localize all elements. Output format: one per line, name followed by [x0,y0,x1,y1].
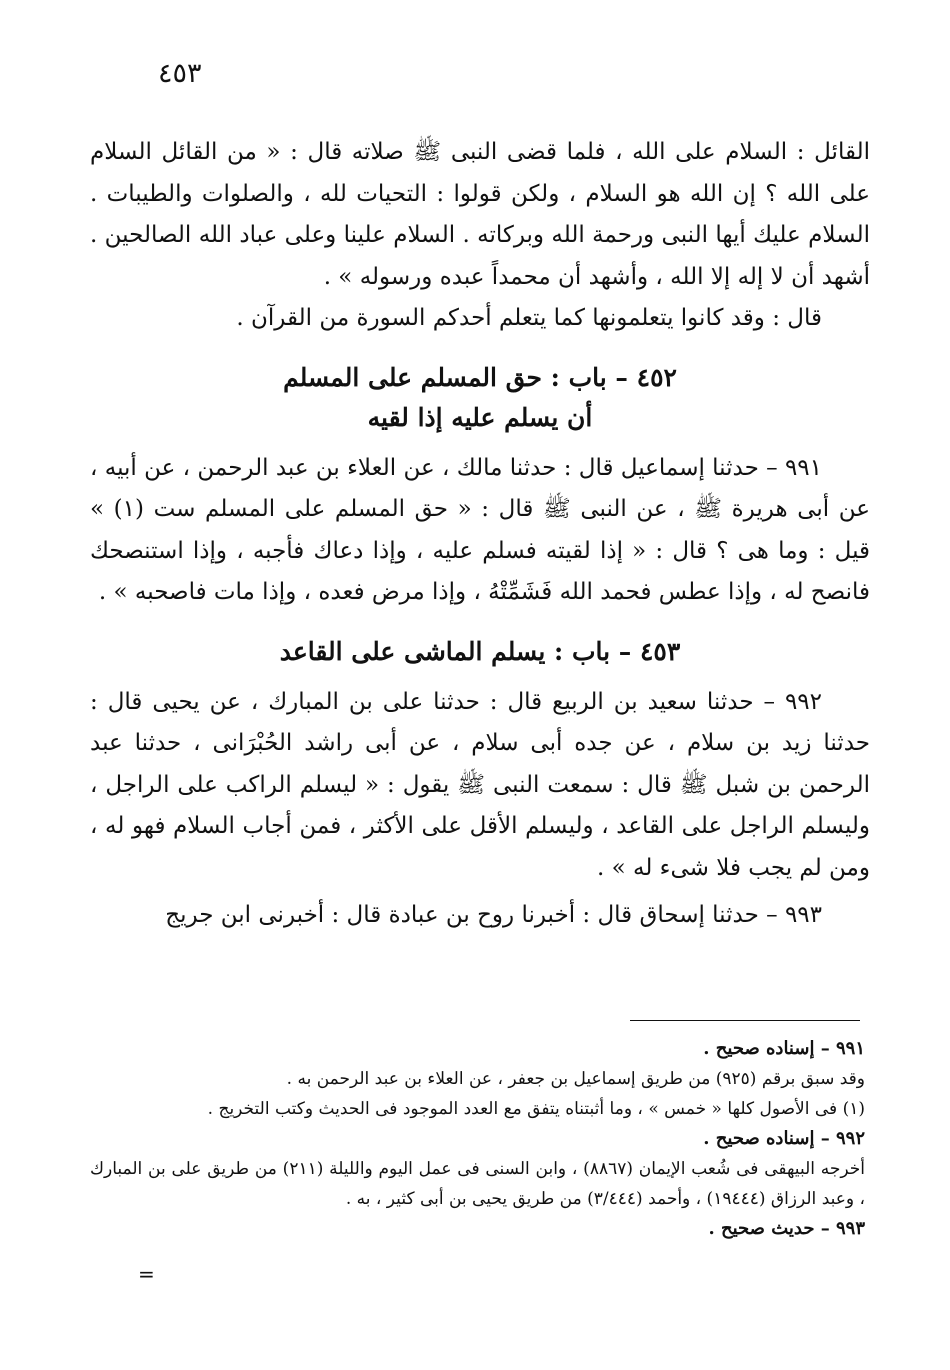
intro-closing-paragraph: قال : وقد كانوا يتعلمونها كما يتعلم أحدكم السورة من القرآن . [236,305,822,331]
footnote-992-text: أخرجه البيهقى فى شُعب الإيمان (٨٨٦٧) ، وابن السنى فى عمل اليوم والليلة (٢١١) من طريق على بن المبارك ، وعبد الرزاق (١٩٤٤٤) ، وأحمد (٣/٤٤٤) من طريق يحيى بن أبى كثير ، به . [90,1159,865,1209]
hadith-992: ٩٩٢ – حدثنا سعيد بن الربيع قال : حدثنا على بن المبارك ، عن يحيى قال : حدثنا زيد بن سلام ، عن جده أبى سلام ، عن أبى راشد الحُبْرَانى ، حدثنا عبد الرحمن بن شبل ﷺ قال : سمعت النبى ﷺ يقول : « ليسلم الراكب على الراجل ، وليسلم الراجل على القاعد ، وليسلم الأقل على الأكثر ، فمن أجاب السلام فهو له ، ومن لم يجب فلا شىء له » . [90,688,870,881]
footnote-992-title: ٩٩٢ – إسناده صحيح . [703,1128,865,1149]
hadith-991: ٩٩١ – حدثنا إسماعيل قال : حدثنا مالك ، عن العلاء بن عبد الرحمن ، عن أبيه ، عن أبى هريرة ﷺ ، عن النبى ﷺ قال : « حق المسلم على المسلم ست (١) » قيل : وما هى ؟ قال : « إذا لقيته فسلم عليه ، وإذا دعاك فأجبه ، وإذا استنصحك فانصح له ، وإذا عطس فحمد الله فَشَمِّتْهُ ، وإذا مرض فعده ، وإذا مات فاصحبه » . [90,454,870,605]
footnote-991-title: ٩٩١ – إسناده صحيح . [703,1038,865,1059]
chapter-heading-452 [90,358,870,438]
footnote-separator [630,1020,860,1021]
chapter-heading-452-title: ٤٥٢ – باب : حق المسلم على المسلم [283,362,677,392]
chapter-heading-453 [90,632,870,672]
chapter-heading-453-title: ٤٥٣ – باب : يسلم الماشى على القاعد [279,636,681,666]
main-text [90,132,870,937]
footnote-991-note: (١) فى الأصول كلها « خمس » ، وما أثبتناه يتفق مع العدد الموجود فى الحديث وكتب التخريج . [207,1099,865,1119]
footnotes [90,1034,865,1244]
intro-paragraph: القائل : السلام على الله ، فلما قضى النبى ﷺ صلاته قال : « من القائل السلام على الله ؟ إن الله هو السلام ، ولكن قولوا : التحيات لله ، والصلوات والطيبات . السلام عليك أيها النبى ورحمة الله وبركاته . السلام علينا وعلى عباد الله الصالحين . أشهد أن لا إله إلا الله ، وأشهد أن محمداً عبده ورسوله » . [90,139,870,290]
continuation-mark: = [138,1262,155,1286]
footnote-993-title: ٩٩٣ – حديث صحيح . [708,1218,865,1239]
footnote-991-text: وقد سبق برقم (٩٢٥) من طريق إسماعيل بن جعفر ، عن العلاء بن عبد الرحمن به . [286,1069,865,1089]
page-number: ٤٥٣ [158,58,202,89]
chapter-heading-452-subtitle: أن يسلم عليه إذا لقيه [367,402,593,432]
hadith-993: ٩٩٣ – حدثنا إسحاق قال : أخبرنا روح بن عبادة قال : أخبرنى ابن جريج [165,902,822,928]
